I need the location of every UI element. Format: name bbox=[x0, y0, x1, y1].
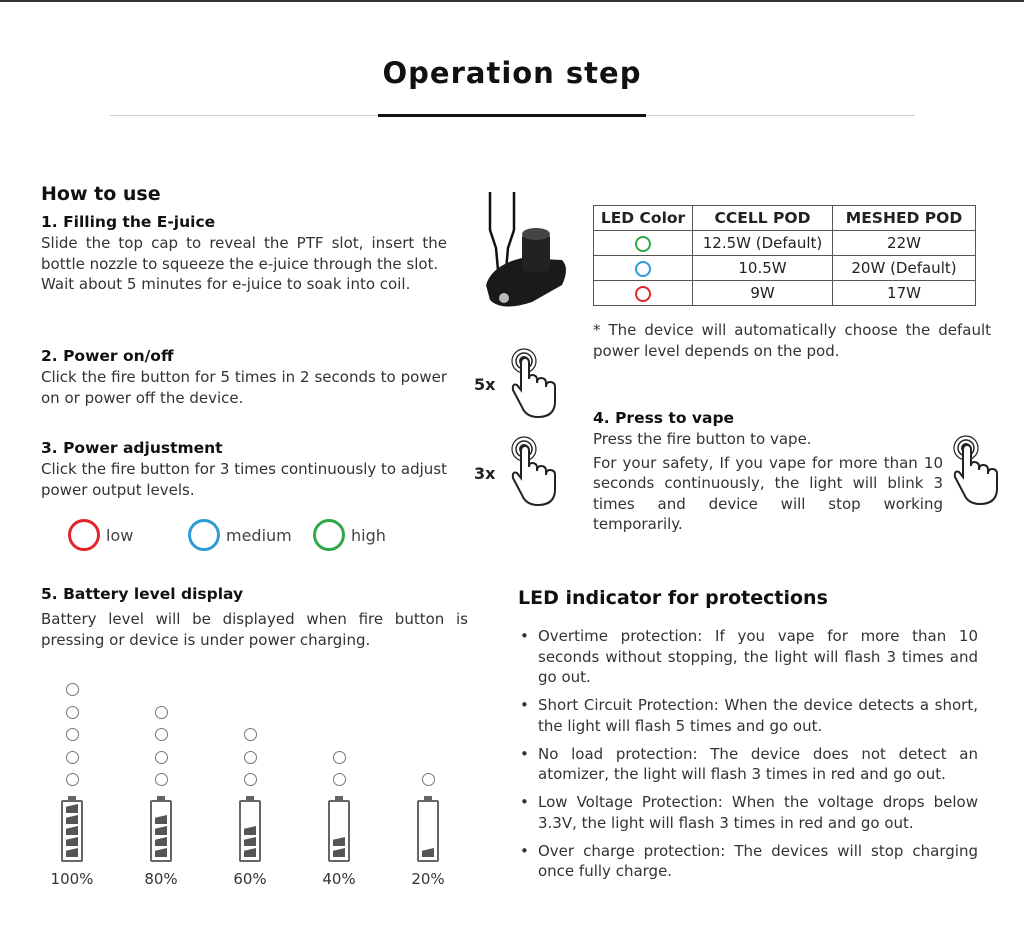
press-count-5x: 5x bbox=[474, 375, 496, 394]
step-title: 4. Press to vape bbox=[593, 409, 735, 427]
battery-bar bbox=[244, 826, 256, 835]
led-dot-icon bbox=[66, 773, 79, 786]
list-item: • Short Circuit Protection: When the device detects a short, the light will flash 5 times and go out. bbox=[518, 695, 978, 736]
power-levels bbox=[68, 519, 386, 551]
header-ccell-pod: CCELL POD bbox=[693, 206, 833, 231]
power-table bbox=[593, 205, 976, 306]
led-dot-icon bbox=[244, 751, 257, 764]
list-item: • Overtime protection: If you vape for more than 10 seconds without stopping, the light will flash 3 times and go out. bbox=[518, 626, 978, 688]
battery-bar bbox=[155, 815, 167, 824]
protections-heading: LED indicator for protections bbox=[518, 587, 828, 609]
battery-icon bbox=[398, 795, 458, 888]
led-dot-icon bbox=[244, 728, 257, 741]
level-low: low bbox=[68, 519, 188, 551]
battery-bar bbox=[155, 848, 167, 857]
battery-icon bbox=[309, 795, 369, 888]
led-dot-icon bbox=[333, 773, 346, 786]
step-adjust bbox=[41, 439, 447, 500]
table-row: 9W 17W bbox=[594, 281, 976, 306]
led-dot-icon bbox=[244, 773, 257, 786]
battery-percent-label: 20% bbox=[411, 870, 445, 888]
list-item: • Low Voltage Protection: When the voltage drops below 3.3V, the light will flash 3 times in red and go out. bbox=[518, 792, 978, 833]
battery-level-80 bbox=[131, 706, 191, 796]
red-led-icon bbox=[635, 286, 651, 302]
battery-bar bbox=[244, 837, 256, 846]
led-dot-icon bbox=[66, 728, 79, 741]
step-power bbox=[41, 347, 447, 408]
led-dot-icon bbox=[333, 751, 346, 764]
battery-percent-label: 60% bbox=[233, 870, 267, 888]
battery-icon bbox=[131, 795, 191, 888]
press-count-3x: 3x bbox=[474, 464, 496, 483]
table-row: 10.5W 20W (Default) bbox=[594, 256, 976, 281]
tap-hand-icon bbox=[950, 432, 1005, 507]
step-title: 5. Battery level display bbox=[41, 585, 244, 603]
led-dot-icon bbox=[155, 751, 168, 764]
battery-bar bbox=[66, 848, 78, 857]
battery-icon bbox=[220, 795, 280, 888]
header-meshed-pod: MESHED POD bbox=[833, 206, 976, 231]
battery-bar bbox=[155, 826, 167, 835]
battery-percent-label: 100% bbox=[50, 870, 94, 888]
led-dot-icon bbox=[422, 773, 435, 786]
battery-icon bbox=[42, 795, 102, 888]
header-led-color: LED Color bbox=[594, 206, 693, 231]
led-dot-icon bbox=[155, 728, 168, 741]
divider-accent bbox=[378, 114, 646, 117]
tap-hand-icon bbox=[508, 433, 563, 508]
green-led-icon bbox=[635, 236, 651, 252]
level-medium: medium bbox=[188, 519, 313, 551]
step-text: For your safety, If you vape for more than 10 seconds continuously, the light will blink 3 times and device will stop working temporarily. bbox=[593, 453, 943, 533]
led-dot-icon bbox=[155, 773, 168, 786]
level-high: high bbox=[313, 519, 386, 551]
blue-led-icon bbox=[635, 261, 651, 277]
led-dot-icon bbox=[66, 751, 79, 764]
battery-bar bbox=[155, 837, 167, 846]
step-text: Battery level will be displayed when fire button is pressing or device is under power charging. bbox=[41, 610, 468, 649]
battery-bar bbox=[333, 848, 345, 857]
table-note: * The device will automatically choose the default power level depends on the pod. bbox=[593, 321, 991, 360]
battery-percent-label: 40% bbox=[322, 870, 356, 888]
battery-percent-label: 80% bbox=[144, 870, 178, 888]
step-text: Press the fire button to vape. bbox=[593, 430, 812, 448]
battery-level-100 bbox=[42, 683, 102, 796]
step-text: Click the fire button for 5 times in 2 seconds to power on or power off the device. bbox=[41, 368, 447, 407]
battery-bar bbox=[244, 848, 256, 857]
protections-list bbox=[518, 626, 978, 889]
step-press-to-vape bbox=[593, 409, 943, 535]
led-dot-icon bbox=[66, 706, 79, 719]
step-title: 1. Filling the E-juice bbox=[41, 213, 216, 231]
how-to-use-heading: How to use bbox=[41, 183, 161, 205]
battery-bar bbox=[66, 804, 78, 813]
step-text: Wait about 5 minutes for e-juice to soak into coil. bbox=[41, 275, 411, 293]
led-dot-icon bbox=[66, 683, 79, 696]
list-item: • Over charge protection: The devices will stop charging once fully charge. bbox=[518, 841, 978, 882]
step-battery bbox=[41, 585, 468, 650]
battery-bar bbox=[66, 815, 78, 824]
battery-level-60 bbox=[220, 728, 280, 796]
top-border bbox=[0, 0, 1024, 2]
battery-bar bbox=[422, 848, 434, 857]
battery-bar bbox=[66, 837, 78, 846]
tap-hand-icon bbox=[508, 345, 563, 420]
page-title: Operation step bbox=[382, 56, 642, 90]
step-filling bbox=[41, 213, 447, 295]
list-item: • No load protection: The device does not detect an atomizer, the light will flash 3 times in red and go out. bbox=[518, 744, 978, 785]
battery-bar bbox=[66, 826, 78, 835]
step-text: Slide the top cap to reveal the PTF slot, insert the bottle nozzle to squeeze the e-juice through the slot. bbox=[41, 234, 447, 273]
table-header-row bbox=[594, 206, 976, 231]
battery-level-20 bbox=[398, 773, 458, 796]
battery-bar bbox=[333, 837, 345, 846]
step-text: Click the fire button for 3 times continuously to adjust power output levels. bbox=[41, 460, 447, 499]
step-title: 2. Power on/off bbox=[41, 347, 174, 365]
table-row: 12.5W (Default) 22W bbox=[594, 231, 976, 256]
battery-level-40 bbox=[309, 751, 369, 796]
step-title: 3. Power adjustment bbox=[41, 439, 223, 457]
pod-filling-illustration bbox=[482, 190, 577, 315]
led-dot-icon bbox=[155, 706, 168, 719]
